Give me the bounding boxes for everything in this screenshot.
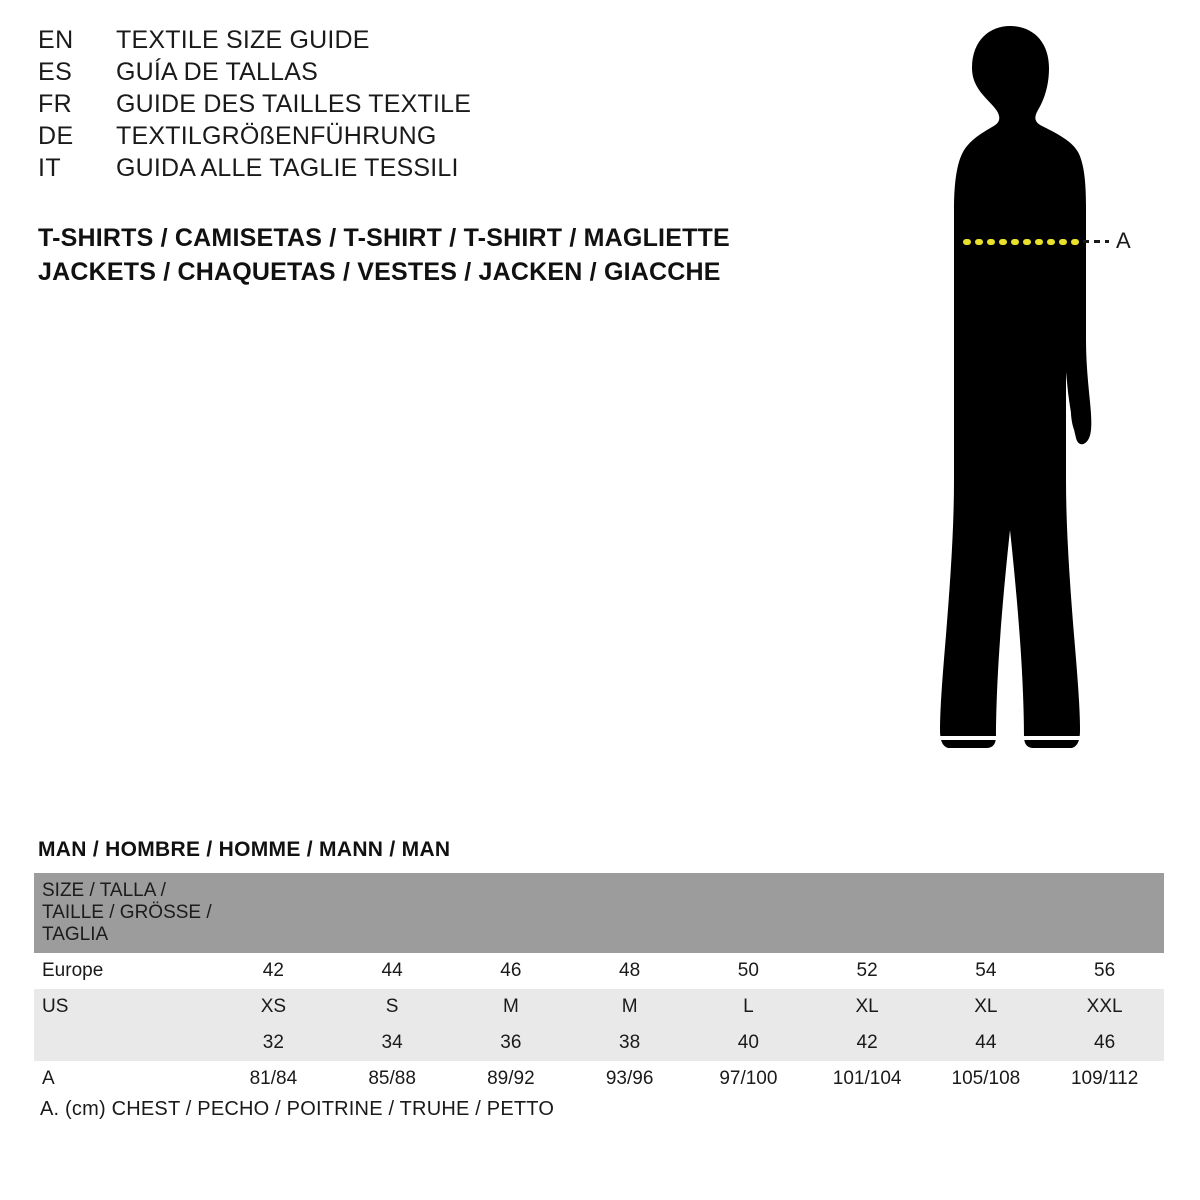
- cell: 50: [689, 953, 808, 989]
- cell: 36: [452, 1025, 571, 1061]
- category-tshirts: T-SHIRTS / CAMISETAS / T-SHIRT / T-SHIRT / MAGLIETTE: [38, 224, 730, 252]
- cell: M: [452, 989, 571, 1025]
- language-code: DE: [38, 122, 74, 150]
- language-row: [38, 124, 738, 149]
- category-jackets: JACKETS / CHAQUETAS / VESTES / JACKEN / GIACCHE: [38, 257, 721, 286]
- cell: XL: [927, 989, 1046, 1025]
- cell: 44: [927, 1025, 1046, 1061]
- language-title: GUÍA DE TALLAS: [116, 58, 318, 86]
- table-row: [34, 1025, 1164, 1061]
- language-row: [38, 156, 738, 181]
- cell: 56: [1045, 953, 1164, 989]
- measure-label-a: A: [1116, 228, 1131, 253]
- table-row: [34, 953, 1164, 989]
- cell: 46: [452, 953, 571, 989]
- cell: 93/96: [570, 1061, 689, 1097]
- cell: XL: [808, 989, 927, 1025]
- language-row: [38, 28, 738, 53]
- cell: 54: [927, 953, 1046, 989]
- size-table-section: [34, 838, 1164, 1097]
- cell: 101/104: [808, 1061, 927, 1097]
- table-group-title: MAN / HOMBRE / HOMME / MANN / MAN: [38, 838, 451, 861]
- language-title: GUIDA ALLE TAGLIE TESSILI: [116, 154, 459, 182]
- language-row: [38, 60, 738, 85]
- male-silhouette-icon: [820, 10, 1180, 800]
- cell: 42: [214, 953, 333, 989]
- row-label: Europe: [34, 953, 214, 989]
- row-label: US: [34, 989, 214, 1025]
- language-code: FR: [38, 90, 73, 118]
- language-title: TEXTILGRÖßENFÜHRUNG: [116, 122, 437, 150]
- row-label: [34, 1025, 214, 1061]
- cell: 48: [570, 953, 689, 989]
- language-title: TEXTILE SIZE GUIDE: [116, 26, 370, 54]
- language-code: EN: [38, 26, 74, 54]
- cell: 38: [570, 1025, 689, 1061]
- cell: S: [333, 989, 452, 1025]
- language-header-block: [38, 28, 738, 188]
- garment-categories: [38, 222, 798, 290]
- cell: 81/84: [214, 1061, 333, 1097]
- row-label: A: [34, 1061, 214, 1097]
- table-header-row: [34, 873, 1164, 953]
- cell: 109/112: [1045, 1061, 1164, 1097]
- language-code: ES: [38, 58, 73, 86]
- cell: 97/100: [689, 1061, 808, 1097]
- footnote-chest-measure: A. (cm) CHEST / PECHO / POITRINE / TRUHE / PETTO: [40, 1098, 555, 1120]
- cell: 42: [808, 1025, 927, 1061]
- table-header-label: SIZE / TALLA / TAILLE / GRÖSSE / TAGLIA: [34, 873, 214, 953]
- cell: 89/92: [452, 1061, 571, 1097]
- cell: 32: [214, 1025, 333, 1061]
- language-title: GUIDE DES TAILLES TEXTILE: [116, 90, 472, 118]
- cell: XS: [214, 989, 333, 1025]
- language-row: [38, 92, 738, 117]
- cell: XXL: [1045, 989, 1164, 1025]
- cell: 34: [333, 1025, 452, 1061]
- cell: 44: [333, 953, 452, 989]
- cell: 52: [808, 953, 927, 989]
- cell: M: [570, 989, 689, 1025]
- cell: 46: [1045, 1025, 1164, 1061]
- language-code: IT: [38, 154, 62, 182]
- cell: L: [689, 989, 808, 1025]
- table-row: [34, 989, 1164, 1025]
- cell: 105/108: [927, 1061, 1046, 1097]
- body-silhouette-figure: [820, 10, 1180, 800]
- size-table: [34, 873, 1164, 1097]
- cell: 85/88: [333, 1061, 452, 1097]
- cell: 40: [689, 1025, 808, 1061]
- table-row: [34, 1061, 1164, 1097]
- measure-leader-dashes: [1083, 240, 1109, 243]
